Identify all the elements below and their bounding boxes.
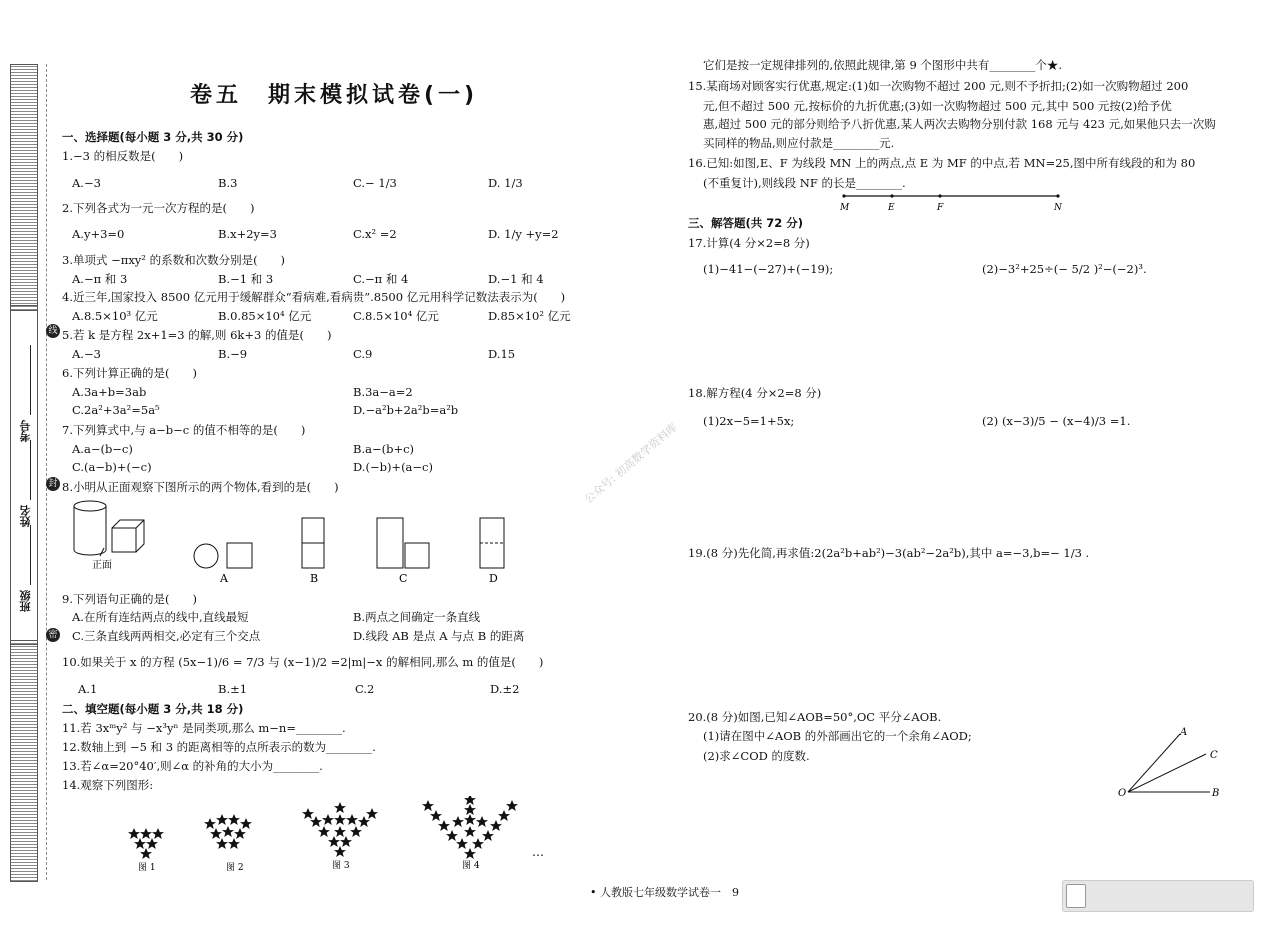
- q10-stem: 10.如果关于 x 的方程 (5x−1)/6 = 7/3 与 (x−1)/2 =2|m|−x 的解相同,那么 m 的值是( ): [62, 655, 544, 669]
- q20-stem: 20.(8 分)如图,已知∠AOB=50°,OC 平分∠AOB.: [688, 710, 942, 724]
- q6-opt-b: B.3a−a=2: [353, 385, 413, 399]
- q6-opt-a: A.3a+b=3ab: [72, 385, 147, 399]
- q10-opt-c: C.2: [355, 682, 375, 696]
- q6-stem: 6.下列计算正确的是( ): [62, 366, 197, 380]
- point-a: A: [1180, 727, 1188, 738]
- q8-label-a: A: [220, 572, 228, 585]
- point-f: F: [937, 203, 944, 213]
- q9-opt-d: D.线段 AB 是点 A 与点 B 的距离: [353, 629, 525, 643]
- star-figure-3: [302, 802, 378, 857]
- segment-mn-figure: [836, 190, 1066, 214]
- section-choice: 一、选择题(每小题 3 分,共 30 分): [62, 130, 244, 144]
- q4-opt-c: C.8.5×10⁴ 亿元: [353, 309, 439, 323]
- seal-dense-mark: 密: [46, 628, 60, 642]
- q8-label-d: D: [489, 572, 498, 585]
- q15-line-4: 买同样的物品,则应付款是________元.: [703, 136, 895, 150]
- option-b-figure: [302, 518, 324, 568]
- q14-continued: 它们是按一定规律排列的,依照此规律,第 9 个图形中共有________个★.: [703, 58, 1063, 72]
- q4-opt-a: A.8.5×10³ 亿元: [72, 309, 158, 323]
- q14-stem: 14.观察下列图形:: [62, 778, 154, 792]
- fig-label-2: 图 2: [226, 863, 244, 873]
- point-e: E: [888, 203, 895, 213]
- q18-part-1: (1)2x−5=1+5x;: [703, 414, 795, 428]
- name-label: 姓名: [19, 505, 32, 527]
- q5-opt-b: B.−9: [218, 347, 248, 361]
- q8-label-b: B: [310, 572, 319, 585]
- q17-part-1: (1)−41−(−27)+(−19);: [703, 262, 834, 276]
- q5-opt-a: A.−3: [72, 347, 101, 361]
- q3-stem: 3.单项式 −πxy² 的系数和次数分别是( ): [62, 253, 286, 267]
- q9-opt-c: C.三条直线两两相交,必定有三个交点: [72, 629, 261, 643]
- q2-opt-b: B.x+2y=3: [218, 227, 277, 241]
- page-title: 卷五 期末模拟试卷(一): [190, 83, 479, 108]
- q17-stem: 17.计算(4 分×2=8 分): [688, 236, 810, 250]
- q3-opt-a: A.−π 和 3: [72, 272, 128, 286]
- star-pattern-figures: [110, 796, 550, 878]
- q10-opt-d: D.±2: [490, 682, 520, 696]
- q8-stem: 8.小明从正面观察下图所示的两个物体,看到的是( ): [62, 480, 339, 494]
- q16-line-2: (不重复计),则线段 NF 的长是________.: [703, 176, 906, 190]
- q3-opt-d: D.−1 和 4: [488, 272, 544, 286]
- q4-opt-b: B.0.85×10⁴ 亿元: [218, 309, 312, 323]
- binding-dashed-line: [46, 64, 47, 880]
- q1-opt-b: B.3: [218, 176, 238, 190]
- q3-opt-b: B.−1 和 3: [218, 272, 274, 286]
- q18-part-2: (2) (x−3)/5 − (x−4)/3 =1.: [982, 414, 1131, 428]
- q1-opt-d: D. 1/3: [488, 176, 523, 190]
- q1-opt-a: A.−3: [72, 176, 101, 190]
- q8-figures: [60, 496, 540, 588]
- point-m: M: [840, 203, 850, 213]
- star-figure-2: [204, 814, 252, 849]
- name-field-line: [30, 440, 31, 500]
- q8-label-c: C: [399, 572, 408, 585]
- q2-opt-c: C.x² =2: [353, 227, 397, 241]
- q9-opt-b: B.两点之间确定一条直线: [353, 610, 481, 624]
- point-n: N: [1054, 203, 1062, 213]
- q4-opt-d: D.85×10² 亿元: [488, 309, 571, 323]
- seal-seal-mark: 封: [46, 477, 60, 491]
- star-figure-1: [128, 828, 164, 859]
- q13-stem: 13.若∠α=20°40′,则∠α 的补角的大小为________.: [62, 759, 323, 773]
- q6-opt-d: D.−a²b+2a²b=a²b: [353, 403, 459, 417]
- q20-part-1: (1)请在图中∠AOB 的外部画出它的一个余角∠AOD;: [703, 729, 972, 743]
- q7-opt-b: B.a−(b+c): [353, 442, 415, 456]
- q3-opt-c: C.−π 和 4: [353, 272, 409, 286]
- option-d-figure: [480, 518, 504, 568]
- watermark: 公众号: 初高数学资料库: [581, 420, 680, 507]
- q2-opt-a: A.y+3=0: [72, 227, 125, 241]
- binding-strip-bottom: [10, 640, 38, 882]
- page-footer: • 人教版七年级数学试卷一 9: [590, 886, 739, 899]
- fig-label-3: 图 3: [332, 861, 350, 871]
- point-b: B: [1212, 788, 1220, 799]
- q20-part-2: (2)求∠COD 的度数.: [703, 749, 810, 763]
- scrollbar-thumb[interactable]: [1066, 884, 1086, 908]
- angle-aob-figure: [1112, 722, 1232, 806]
- horizontal-scrollbar[interactable]: [1062, 880, 1254, 912]
- point-o: O: [1118, 788, 1127, 799]
- q15-line-3: 惠,超过 500 元的部分则给予八折优惠,某人两次去购物分别付款 168 元与 423 元,如果他只去一次购: [703, 117, 1216, 131]
- seal-line-mark: 线: [46, 324, 60, 338]
- q5-stem: 5.若 k 是方程 2x+1=3 的解,则 6k+3 的值是( ): [62, 328, 332, 342]
- class-field-line: [30, 525, 31, 585]
- point-c: C: [1210, 750, 1218, 761]
- q2-stem: 2.下列各式为一元一次方程的是( ): [62, 201, 255, 215]
- q19-stem: 19.(8 分)先化简,再求值:2(2a²b+ab²)−3(ab²−2a²b),其中 a=−3,b=− 1/3 .: [688, 546, 1090, 560]
- q5-opt-d: D.15: [488, 347, 516, 361]
- q2-opt-d: D. 1/y +y=2: [488, 227, 559, 241]
- q9-stem: 9.下列语句正确的是( ): [62, 592, 197, 606]
- q9-opt-a: A.在所有连结两点的线中,直线最短: [72, 610, 249, 624]
- q18-stem: 18.解方程(4 分×2=8 分): [688, 386, 822, 400]
- exam-no-field-line: [30, 345, 31, 415]
- fig-label-1: 图 1: [138, 863, 156, 873]
- q1-stem: 1.−3 的相反数是( ): [62, 149, 184, 163]
- q7-opt-c: C.(a−b)+(−c): [72, 460, 152, 474]
- q7-opt-d: D.(−b)+(a−c): [353, 460, 433, 474]
- exam-no-label: 考号: [19, 420, 32, 442]
- q1-opt-c: C.− 1/3: [353, 176, 397, 190]
- q15-line-1: 15.某商场对顾客实行优惠,规定:(1)如一次购物不超过 200 元,则不予折扣;(2)如一次购物超过 200: [688, 79, 1189, 93]
- cylinder-and-cube-figure: [74, 501, 144, 556]
- q7-opt-a: A.a−(b−c): [72, 442, 133, 456]
- q11-stem: 11.若 3xᵐy² 与 −x³yⁿ 是同类项,那么 m−n=________.: [62, 721, 346, 735]
- option-a-figure: [194, 543, 252, 568]
- q7-stem: 7.下列算式中,与 a−b−c 的值不相等的是( ): [62, 423, 306, 437]
- q16-line-1: 16.已知:如图,E、F 为线段 MN 上的两点,点 E 为 MF 的中点,若 MN=25,图中所有线段的和为 80: [688, 156, 1196, 170]
- fig-label-4: 图 4: [462, 861, 480, 871]
- q8-front-label: 正面: [92, 560, 112, 571]
- q12-stem: 12.数轴上到 −5 和 3 的距离相等的点所表示的数为________.: [62, 740, 376, 754]
- star-figure-4: [422, 796, 518, 859]
- fig-ellipsis: …: [532, 845, 544, 859]
- class-label: 班级: [19, 590, 32, 612]
- q15-line-2: 元,但不超过 500 元,按标价的九折优惠;(3)如一次购物超过 500 元,其中 500 元按(2)给予优: [703, 99, 1172, 113]
- q4-stem: 4.近三年,国家投入 8500 亿元用于缓解群众“看病难,看病贵”.8500 亿元用科学记数法表示为( ): [62, 290, 566, 304]
- section-fill: 二、填空题(每小题 3 分,共 18 分): [62, 702, 244, 716]
- q10-opt-a: A.1: [78, 682, 98, 696]
- q6-opt-c: C.2a²+3a²=5a⁵: [72, 403, 160, 417]
- section-solve: 三、解答题(共 72 分): [688, 216, 804, 230]
- q10-opt-b: B.±1: [218, 682, 248, 696]
- q5-opt-c: C.9: [353, 347, 373, 361]
- binding-strip-top: [10, 64, 38, 311]
- option-c-figure: [377, 518, 429, 568]
- q17-part-2: (2)−3²+25÷(− 5/2 )²−(−2)³.: [982, 262, 1147, 276]
